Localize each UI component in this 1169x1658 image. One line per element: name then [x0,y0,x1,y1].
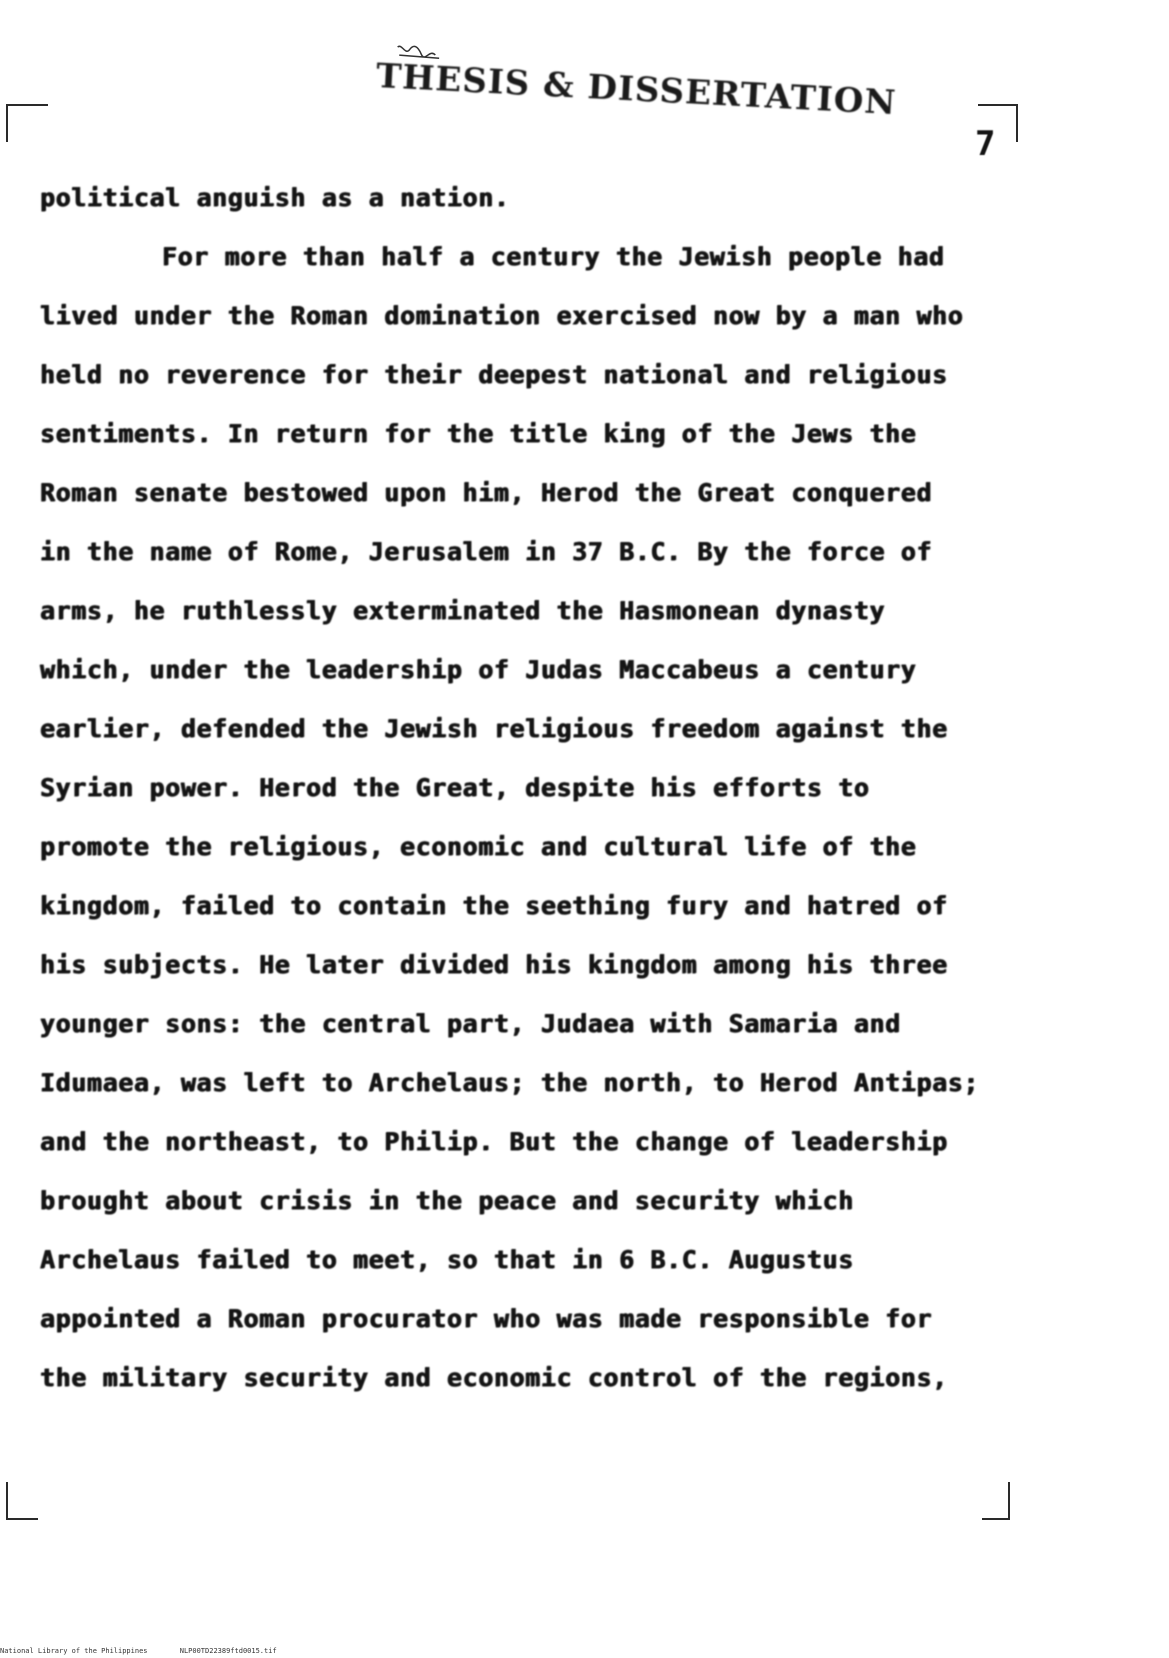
stamp-text: THESIS & DISSERTATION [375,55,898,124]
text-line: which, under the leadership of Judas Maccabeus a century [40,655,917,684]
text-line: younger sons: the central part, Judaea with Samaria and [40,1009,901,1038]
crop-mark-bottom-left [6,1482,38,1520]
text-line: brought about crisis in the peace and security which [40,1186,854,1215]
text-line: appointed a Roman procurator who was made responsible for [40,1304,933,1333]
text-line: the military security and economic control of the regions, [40,1363,948,1392]
text-line: his subjects. He later divided his kingdom among his three [40,950,948,979]
text-line: earlier, defended the Jewish religious freedom against the [40,714,948,743]
text-line: arms, he ruthlessly exterminated the Hasmonean dynasty [40,596,886,625]
text-line: held no reverence for their deepest national and religious [40,360,948,389]
text-line: Idumaea, was left to Archelaus; the north, to Herod Antipas; [40,1068,980,1097]
text-line: political anguish as a nation. [40,183,510,212]
text-line: Roman senate bestowed upon him, Herod the Great conquered [40,478,933,507]
text-line: Syrian power. Herod the Great, despite his efforts to [40,773,870,802]
text-line: sentiments. In return for the title king of the Jews the [40,419,917,448]
footer-institution: National Library of the Philippines [0,1647,148,1655]
thesis-dissertation-stamp [375,40,898,124]
text-line: in the name of Rome, Jerusalem in 37 B.C. By the force of [40,537,933,566]
footer-file-id: NLP00TD22389ftd0015.tif [179,1647,277,1655]
text-line: Archelaus failed to meet, so that in 6 B.C. Augustus [40,1245,854,1274]
text-line: For more than half a century the Jewish people had [162,242,945,271]
text-line: lived under the Roman domination exercised now by a man who [40,301,964,330]
page-number: 7 [975,124,996,164]
text-line: and the northeast, to Philip. But the change of leadership [40,1127,948,1156]
text-line: promote the religious, economic and cultural life of the [40,832,917,861]
scan-footer [0,1646,305,1656]
text-line: kingdom, failed to contain the seething fury and hatred of [40,891,948,920]
crop-mark-top-left [6,104,48,142]
crop-mark-bottom-right [982,1482,1010,1520]
